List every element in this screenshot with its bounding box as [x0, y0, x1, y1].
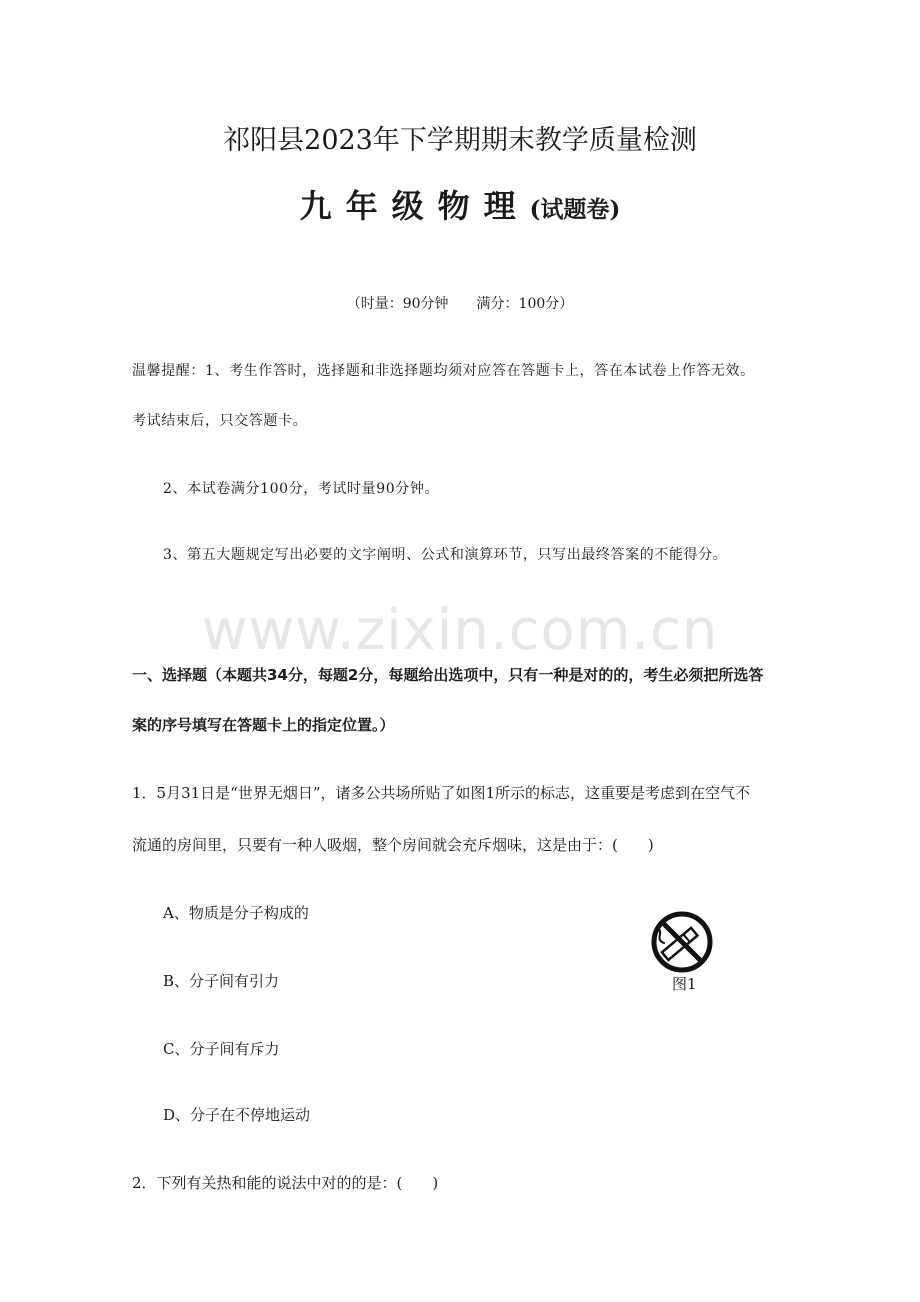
question-1-option-c: C、分子间有斥力 [163, 1040, 280, 1058]
exam-title: 祁阳县2023年下学期期末教学质量检测 [223, 125, 697, 156]
watermark: www.zixin.com.cn [201, 598, 719, 663]
question-2-line-1: 2．下列有关热和能的说法中对的的是：( ) [132, 1174, 439, 1192]
exam-subtitle [0, 181, 920, 227]
section-heading-line-2: 案的序号填写在答题卡上的指定位置。） [132, 716, 395, 734]
exam-time-info [0, 293, 920, 313]
note-line-3: 3、第五大题规定写出必要的文字阐明、公式和演算环节，只写出最终答案的不能得分。 [163, 547, 728, 563]
subtitle-paren: (试题卷) [529, 196, 621, 223]
question-1-line-1: 1．5月31日是“世界无烟日”，诸多公共场所贴了如图1所示的标志，这重要是考虑到在空气不 [132, 784, 751, 802]
question-1-option-d: D、分子在不停地运动 [163, 1106, 311, 1124]
note-line-1-cont: 考试结束后，只交答题卡。 [132, 413, 308, 429]
time-limit: （时量：90分钟 [346, 296, 449, 312]
question-1-line-2: 流通的房间里，只要有一种人吸烟，整个房间就会充斥烟味，这是由于：( ) [132, 836, 654, 854]
question-1-option-b: B、分子间有引力 [163, 972, 280, 990]
full-score: 满分：100分） [476, 296, 574, 312]
no-smoking-icon [648, 910, 718, 980]
note-line-2: 2、本试卷满分100分，考试时量90分钟。 [163, 481, 440, 497]
note-line-1: 温馨提醒：1、考生作答时，选择题和非选择题均须对应答在答题卡上，答在本试卷上作答无效。 [132, 363, 755, 379]
question-1-option-a: A、物质是分子构成的 [163, 904, 309, 922]
subject-title: 九年级物理 [299, 187, 530, 225]
section-heading-line-1: 一、选择题（本题共34分，每题2分，每题给出选项中，只有一种是对的的，考生必须把所选答 [132, 666, 764, 684]
figure-caption: 图1 [672, 975, 697, 993]
